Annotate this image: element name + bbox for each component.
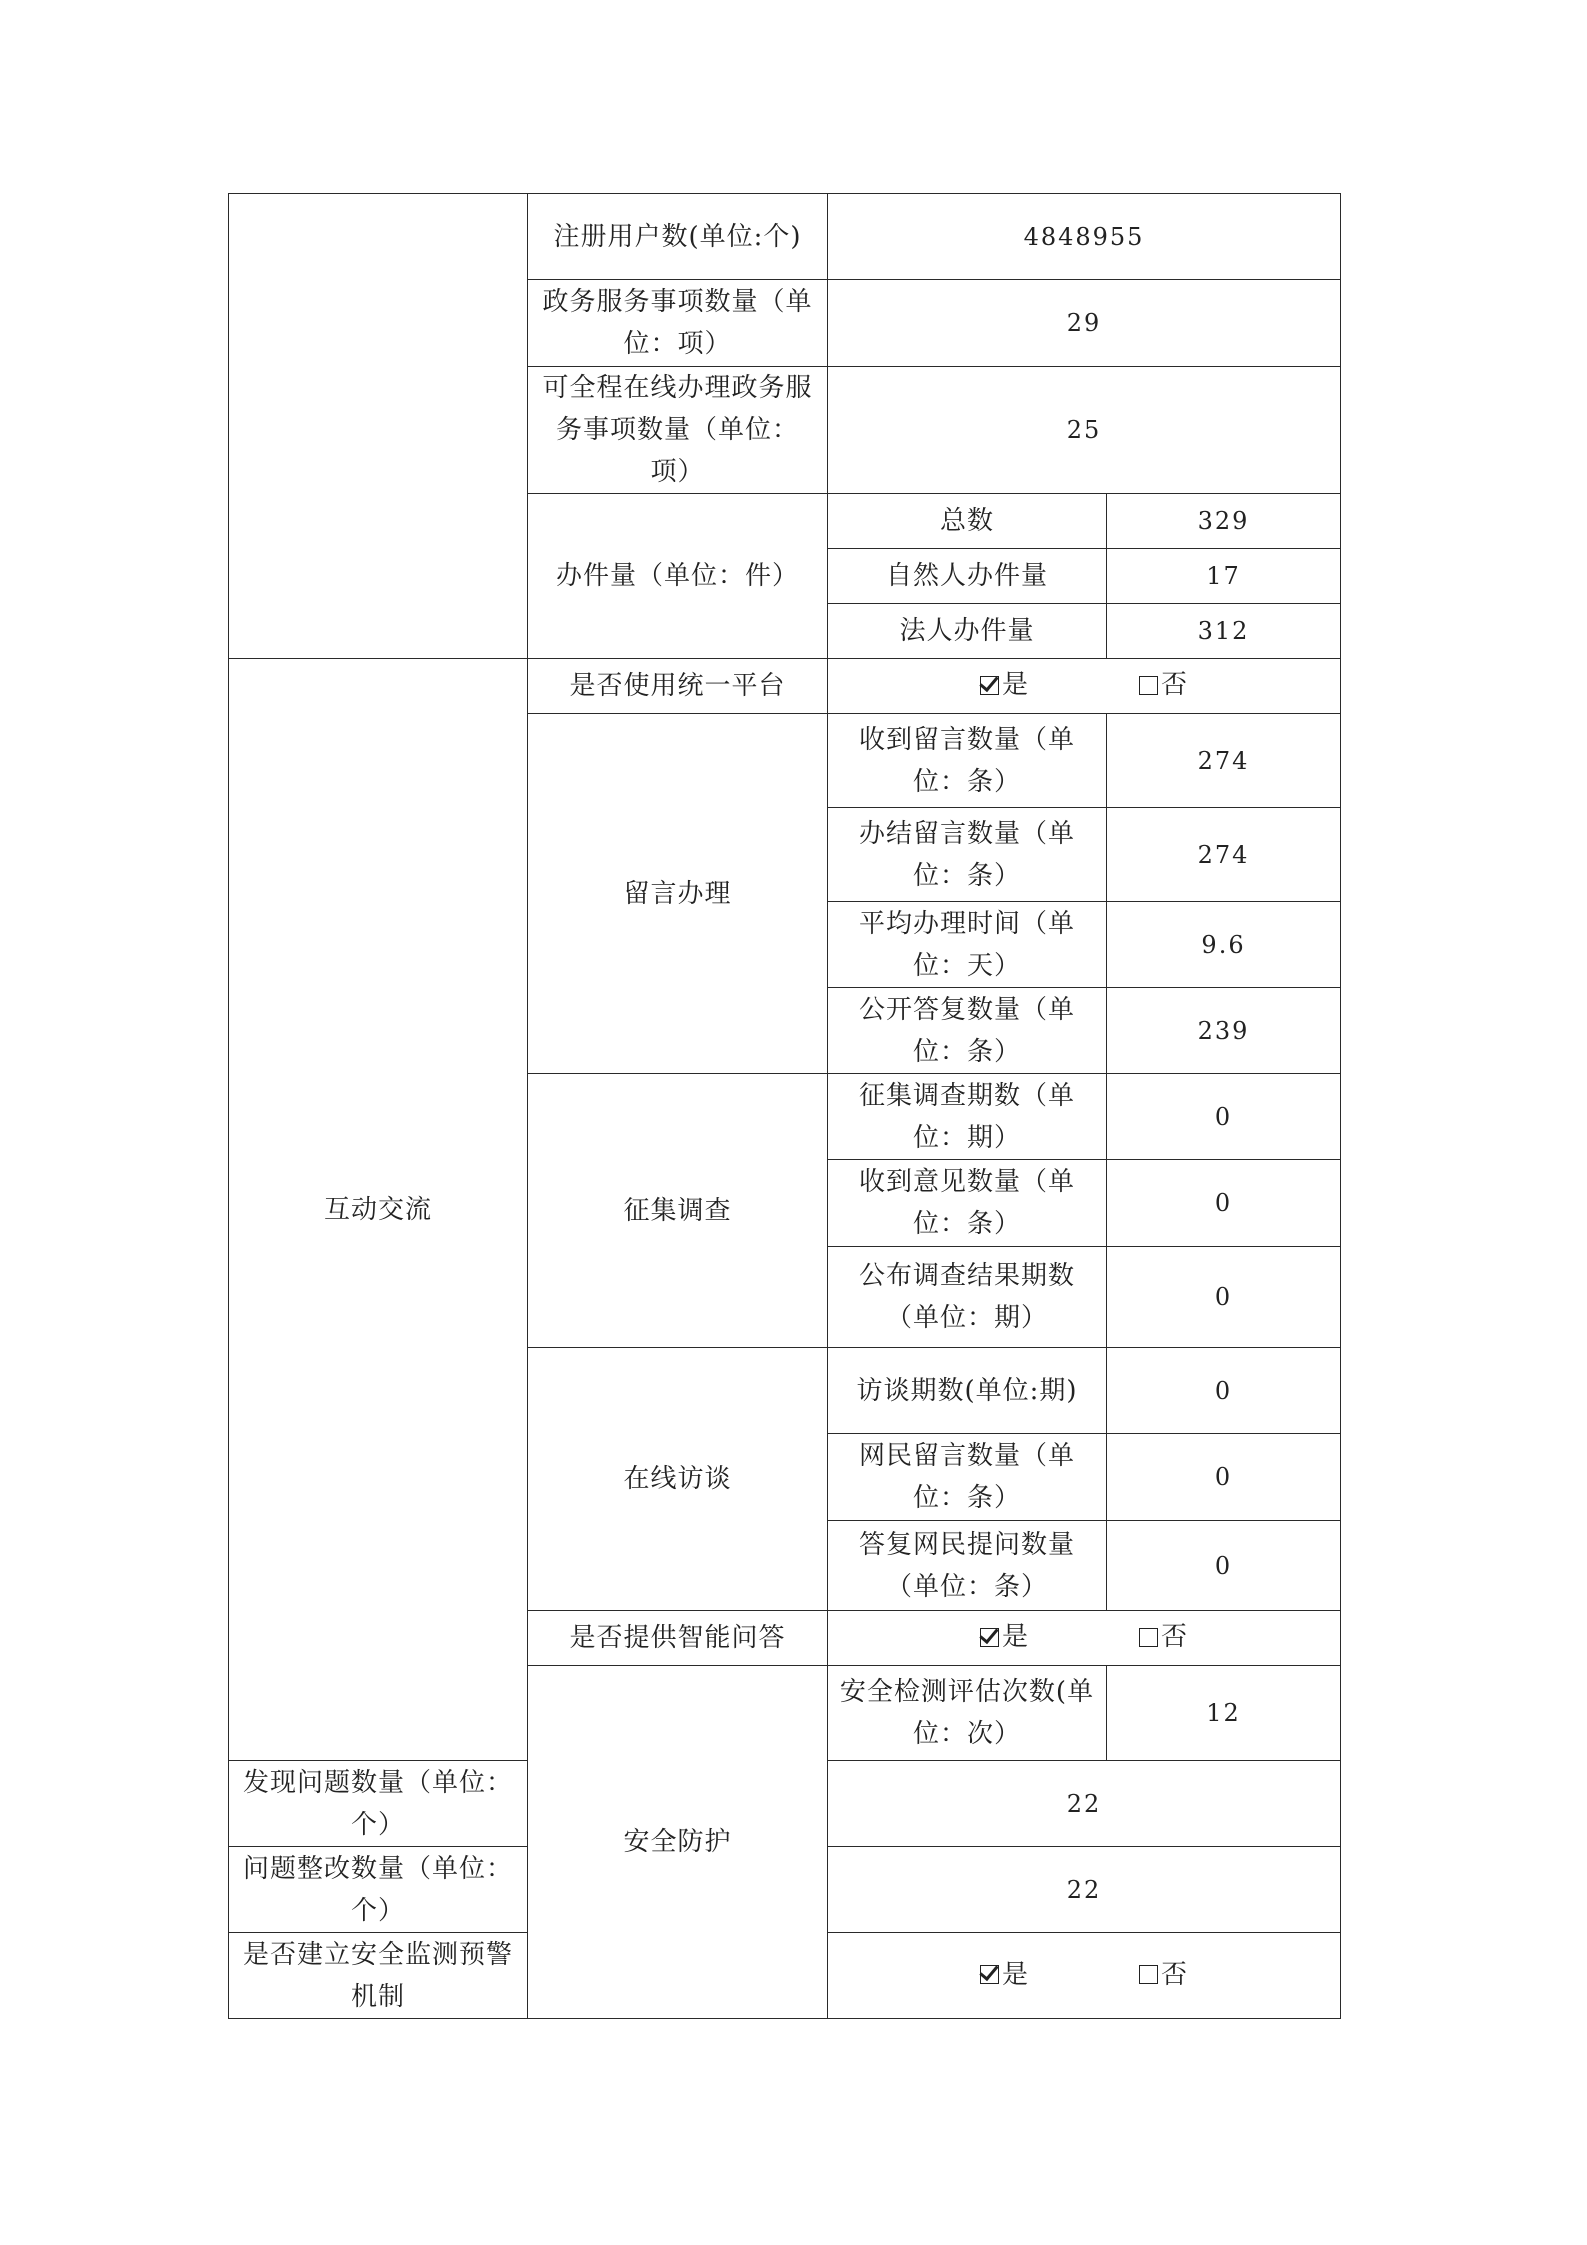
- value-online-items: 25: [828, 367, 1341, 494]
- option-yes-label: 是: [1001, 1622, 1029, 1653]
- statistics-table: [228, 193, 1341, 2019]
- sub-label-survey-periods: 征集调查期数（单位：期）: [828, 1074, 1107, 1160]
- row-label-unified-platform: 是否使用统一平台: [528, 659, 828, 714]
- option-yes-label: 是: [1001, 670, 1029, 701]
- sub-label-survey-results: 公布调查结果期数（单位：期）: [828, 1247, 1107, 1348]
- sub-label-netizen-messages: 网民留言数量（单位：条）: [828, 1434, 1107, 1521]
- section-label-security: 安全防护: [528, 1666, 828, 2019]
- section-cell-blank: [229, 194, 528, 659]
- value-security-checks: 12: [1107, 1666, 1341, 1761]
- value-problems-fixed: 22: [828, 1847, 1341, 1933]
- option-yes-label: 是: [1001, 1959, 1029, 1990]
- row-label-smart-qa: 是否提供智能问答: [528, 1611, 828, 1666]
- value-netizen-messages: 0: [1107, 1434, 1341, 1521]
- value-service-items: 29: [828, 280, 1341, 367]
- row-label-online-items: 可全程在线办理政务服务事项数量（单位：项）: [528, 367, 828, 494]
- sub-label-opinions-received: 收到意见数量（单位：条）: [828, 1160, 1107, 1247]
- option-no-label: 否: [1161, 670, 1189, 701]
- value-messages-closed: 274: [1107, 808, 1341, 902]
- row-label-service-items: 政务服务事项数量（单位：项）: [528, 280, 828, 367]
- sub-label-public-replies: 公开答复数量（单位：条）: [828, 988, 1107, 1074]
- row-label-monitoring: 是否建立安全监测预警机制: [229, 1933, 528, 2019]
- value-problems-found: 22: [828, 1761, 1341, 1847]
- checkbox-checked-icon[interactable]: [980, 1628, 999, 1647]
- value-average-time: 9.6: [1107, 902, 1341, 988]
- option-no-label: 否: [1161, 1959, 1189, 1990]
- value-survey-results: 0: [1107, 1247, 1341, 1348]
- checkbox-group-smart-qa: [828, 1611, 1341, 1666]
- checkbox-checked-icon[interactable]: [980, 676, 999, 695]
- sub-label-messages-closed: 办结留言数量（单位：条）: [828, 808, 1107, 902]
- checkbox-group-monitoring: [828, 1933, 1341, 2019]
- value-messages-received: 274: [1107, 714, 1341, 808]
- value-public-replies: 239: [1107, 988, 1341, 1074]
- sub-label-average-time: 平均办理时间（单位：天）: [828, 902, 1107, 988]
- sub-label-handling-total: 总数: [828, 494, 1107, 549]
- value-handling-natural: 17: [1107, 549, 1341, 604]
- sub-label-netizen-replies: 答复网民提问数量（单位：条）: [828, 1521, 1107, 1611]
- row-label-handling: 办件量（单位：件）: [528, 494, 828, 659]
- row-label-security-checks: 安全检测评估次数(单位：次）: [828, 1666, 1107, 1761]
- value-registered-users: 4848955: [828, 194, 1341, 280]
- sub-label-handling-legal: 法人办件量: [828, 604, 1107, 659]
- checkbox-empty-icon[interactable]: [1139, 1628, 1158, 1647]
- checkbox-empty-icon[interactable]: [1139, 1965, 1158, 1984]
- value-handling-total: 329: [1107, 494, 1341, 549]
- row-label-registered-users: 注册用户数(单位:个): [528, 194, 828, 280]
- checkbox-group-unified-platform: [828, 659, 1341, 714]
- row-label-problems-fixed: 问题整改数量（单位：个）: [229, 1847, 528, 1933]
- table-row: [229, 659, 1341, 714]
- value-survey-periods: 0: [1107, 1074, 1341, 1160]
- row-label-survey: 征集调查: [528, 1074, 828, 1348]
- sub-label-interview-periods: 访谈期数(单位:期): [828, 1348, 1107, 1434]
- checkbox-checked-icon[interactable]: [980, 1965, 999, 1984]
- value-interview-periods: 0: [1107, 1348, 1341, 1434]
- value-netizen-replies: 0: [1107, 1521, 1341, 1611]
- row-label-interview: 在线访谈: [528, 1348, 828, 1611]
- section-label-interaction: 互动交流: [229, 659, 528, 1761]
- checkbox-empty-icon[interactable]: [1139, 676, 1158, 695]
- table-row: [229, 194, 1341, 280]
- value-opinions-received: 0: [1107, 1160, 1341, 1247]
- row-label-problems-found: 发现问题数量（单位：个）: [229, 1761, 528, 1847]
- sub-label-messages-received: 收到留言数量（单位：条）: [828, 714, 1107, 808]
- option-no-label: 否: [1161, 1622, 1189, 1653]
- value-handling-legal: 312: [1107, 604, 1341, 659]
- row-label-messages: 留言办理: [528, 714, 828, 1074]
- statistics-table-page: [228, 193, 1340, 2019]
- sub-label-handling-natural: 自然人办件量: [828, 549, 1107, 604]
